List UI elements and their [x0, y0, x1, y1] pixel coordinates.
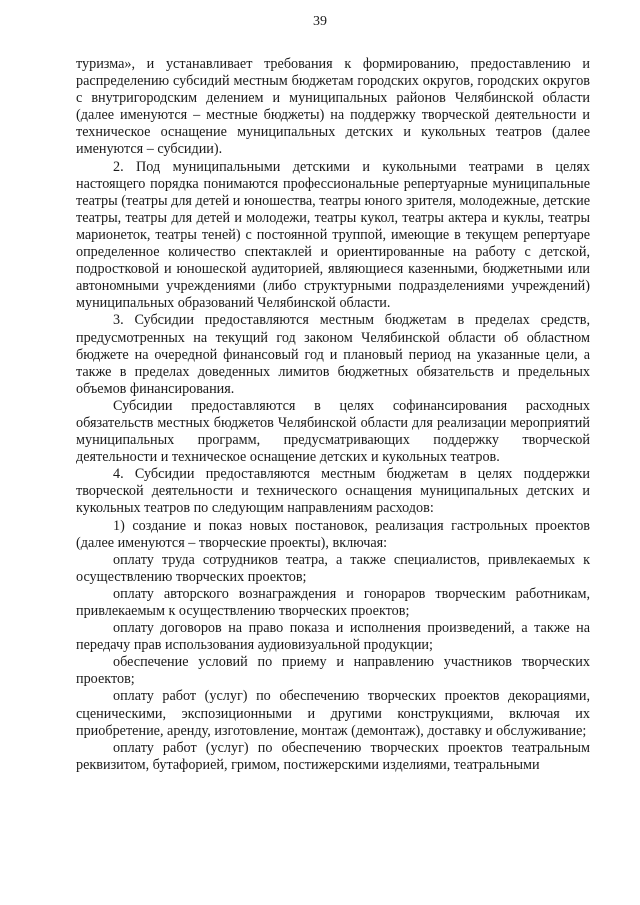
list-item-creative-projects: 1) создание и показ новых постановок, реализация гастрольных проектов (далее именуются – творческие проекты), включая: [76, 517, 590, 551]
list-item-participants: обеспечение условий по приему и направлению участников творческих проектов; [76, 654, 590, 688]
list-item-staff-pay: оплату труда сотрудников театра, а также специалистов, привлекаемых к осуществлению творческих проектов; [76, 551, 590, 585]
list-item-scenery: оплату работ (услуг) по обеспечению творческих проектов декорациями, сценическими, экспозиционными и другими конструкциями, включая их приобретение, аренду, изготовление, монтаж (демонтаж), доставку и обслуживание; [76, 688, 590, 739]
paragraph-3-funding: 3. Субсидии предоставляются местным бюджетам в пределах средств, предусмотренных на текущий год законом Челябинской области об областном бюджете на очередной финансовый год и плановый период на указанные цели, а также в пределах доведенных лимитов бюджетных обязательств и предельных объемов финансирования. [76, 312, 590, 397]
list-item-author-fees: оплату авторского вознаграждения и гонораров творческим работникам, привлекаемым к осуществлению творческих проектов; [76, 585, 590, 619]
page-number: 39 [313, 14, 327, 29]
paragraph-intro-continued: туризма», и устанавливает требования к формированию, предоставлению и распределению субсидий местным бюджетам городских округов, городских округов с внутригородским делением и муниципальных районов Челябинской области (далее именуются – местные бюджеты) на поддержку творческой деятельности и техническое оснащение муниципальных детских и кукольных театров (далее именуются – субсидии). [76, 56, 590, 158]
paragraph-4-directions: 4. Субсидии предоставляются местным бюджетам в целях поддержки творческой деятельности и технического оснащения муниципальных детских и кукольных театров по следующим направлениям расходов: [76, 466, 590, 517]
paragraph-2-definition: 2. Под муниципальными детскими и кукольными театрами в целях настоящего порядка понимаются профессиональные репертуарные муниципальные театры (театры для детей и юношества, театры юного зрителя, молодежные, детские театры, театры для детей и молодежи, театры кукол, театры актера и куклы, театры марионеток, театры теней) с постоянной труппой, имеющие в текущем репертуаре определенное количество спектаклей и ориентированные на работу с детской, подростковой и юношеской аудиторией, являющиеся казенными, бюджетными или автономными учреждениями (либо структурными подразделениями учреждений) муниципальных образований Челябинской области. [76, 158, 590, 312]
list-item-props: оплату работ (услуг) по обеспечению творческих проектов театральным реквизитом, бутафорией, гримом, постижерскими изделиями, театральными [76, 739, 590, 773]
document-body [76, 56, 590, 774]
paragraph-cofinancing: Субсидии предоставляются в целях софинансирования расходных обязательств местных бюджетов Челябинской области для реализации мероприятий муниципальных программ, предусматривающих поддержку творческой деятельности и техническое оснащение детских и кукольных театров. [76, 397, 590, 466]
list-item-rights-contracts: оплату договоров на право показа и исполнения произведений, а также на передачу прав использования аудиовизуальной продукции; [76, 620, 590, 654]
